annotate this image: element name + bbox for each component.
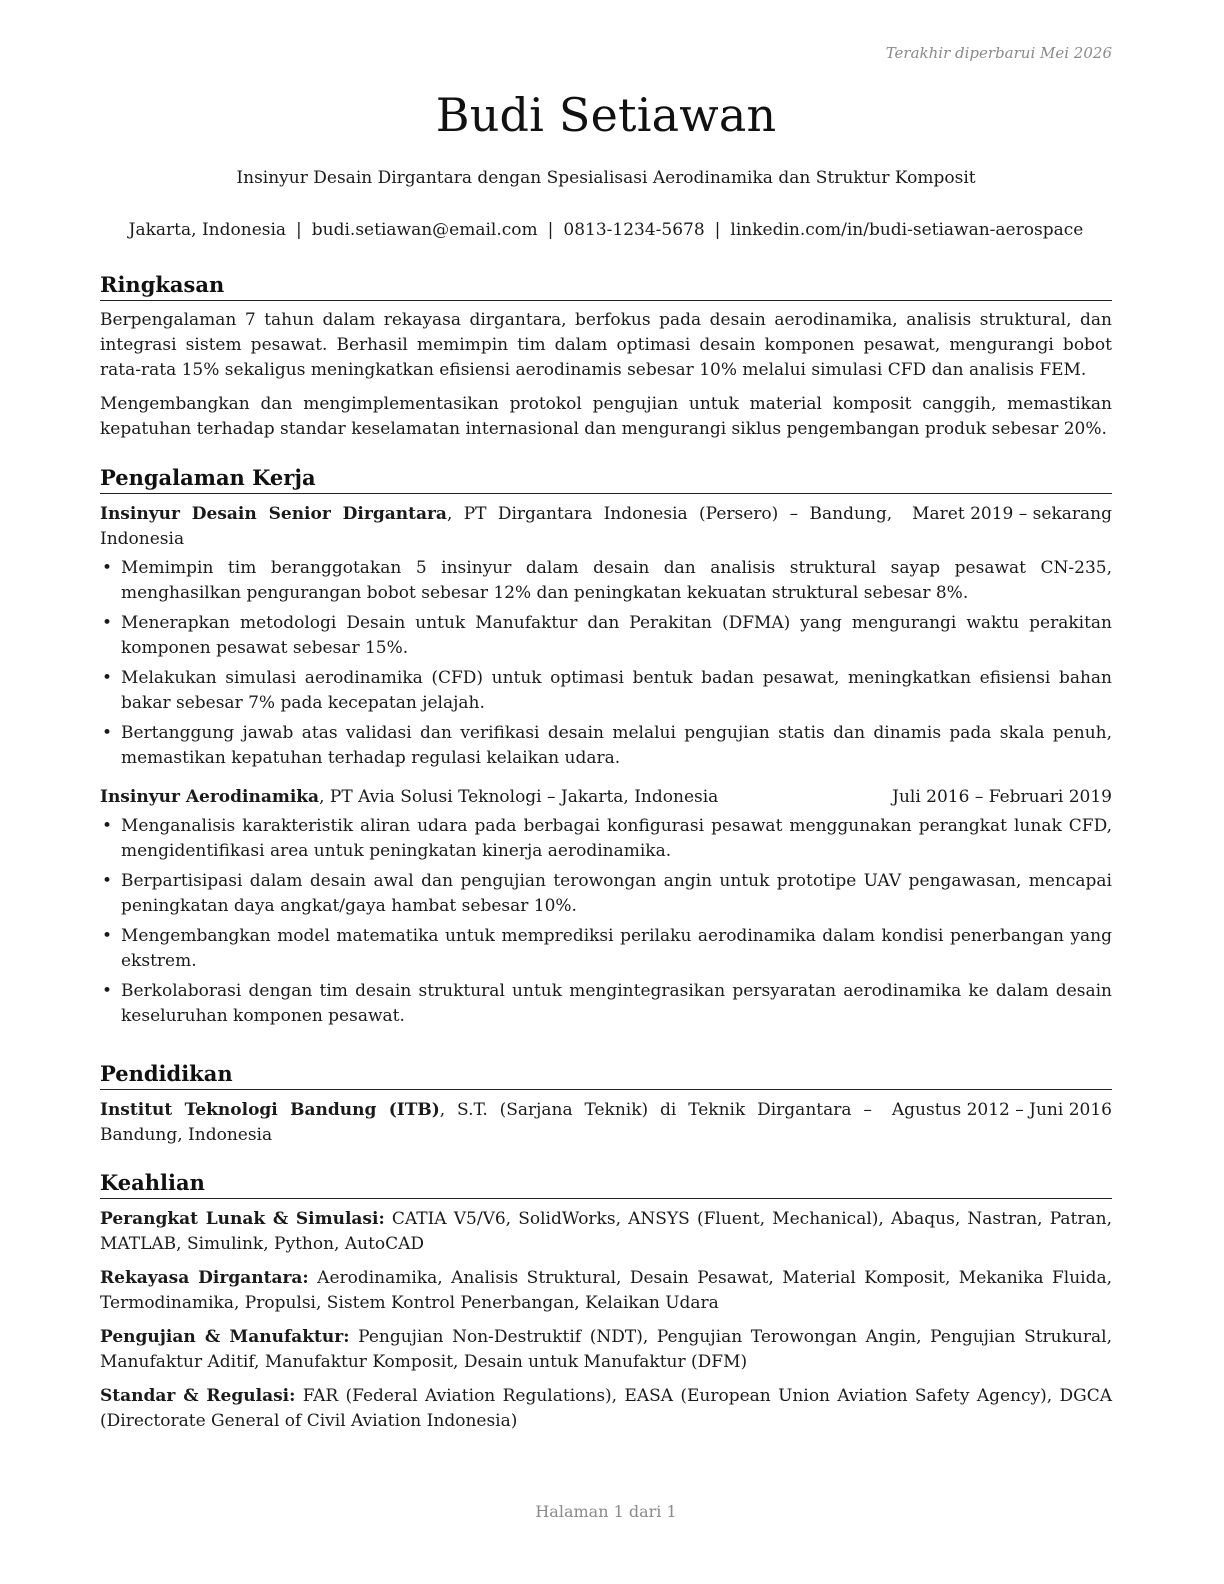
job-dates: Maret 2019 – sekarang [912,504,1112,524]
section-title-experience: Pengalaman Kerja [100,464,1112,494]
job-bullets [100,814,1112,1029]
page-number: Halaman 1 dari 1 [535,1502,677,1521]
list-item: • Berpartisipasi dalam desain awal dan pengujian terowongan angin untuk prototipe UAV pengawasan, mencapai peningkatan daya angkat/gaya hambat sebesar 10%. [102,871,1112,916]
education-dates: Agustus 2012 – Juni 2016 [891,1100,1112,1120]
skills-section [100,1169,1112,1434]
job-header [100,502,1112,552]
skill-label: Pengujian & Manufaktur: [100,1327,350,1347]
skill-label: Standar & Regulasi: [100,1386,296,1406]
job-org: , PT Dirgantara Indonesia (Persero) – Bandung, Indonesia [100,504,893,549]
contact-linkedin[interactable]: linkedin.com/in/budi-setiawan-aerospace [730,220,1084,240]
job-bullets [100,556,1112,771]
skill-row [100,1207,1112,1257]
job-role: Insinyur Desain Senior Dirgantara [100,504,447,524]
list-item: • Mengembangkan model matematika untuk memprediksi perilaku aerodinamika dalam kondisi penerbangan yang ekstrem. [102,926,1112,971]
candidate-name: Budi Setiawan [435,88,777,142]
contact-location: Jakarta, Indonesia [128,220,287,240]
skill-value: FAR (Federal Aviation Regulations), EASA (European Union Aviation Safety Agency), DGCA (Directorate General of Civil Aviation Indonesia) [100,1386,1112,1431]
experience-section [100,464,1112,1034]
contact-email[interactable]: budi.setiawan@email.com [311,220,538,240]
education-line [100,1098,892,1148]
job-header [100,785,1112,810]
list-item: • Menganalisis karakteristik aliran udara pada berbagai konfigurasi pesawat menggunakan perangkat lunak CFD, mengidentifikasi area untuk peningkatan kinerja aerodinamika. [102,816,1112,861]
list-item: • Menerapkan metodologi Desain untuk Manufaktur dan Perakitan (DFMA) yang mengurangi waktu perakitan komponen pesawat sebesar 15%. [102,613,1112,658]
skill-label: Rekayasa Dirgantara: [100,1268,309,1288]
job-dates: Juli 2016 – Februari 2019 [892,787,1112,807]
skill-row [100,1384,1112,1434]
section-title-education: Pendidikan [100,1060,1112,1090]
skill-value: Aerodinamika, Analisis Struktural, Desain Pesawat, Material Komposit, Mekanika Fluida, Termodinamika, Propulsi, Sistem Kontrol Penerbangan, Kelaikan Udara [100,1268,1113,1313]
summary-paragraph: Berpengalaman 7 tahun dalam rekayasa dirgantara, berfokus pada desain aerodinamika, analisis struktural, dan integrasi sistem pesawat. Berhasil memimpin tim dalam optimasi desain komponen pesawat, mengurangi bobot rata-rata 15% sekaligus meningkatkan efisiensi aerodinamis sebesar 10% melalui simulasi CFD dan analisis FEM. [100,310,1112,380]
list-item: • Berkolaborasi dengan tim desain struktural untuk mengintegrasikan persyaratan aerodinamika ke dalam desain keseluruhan komponen pesawat. [102,981,1112,1026]
education-school: Institut Teknologi Bandung (ITB) [100,1100,440,1120]
skill-row [100,1325,1112,1375]
education-section [100,1060,1112,1148]
summary-paragraph: Mengembangkan dan mengimplementasikan protokol pengujian untuk material komposit canggih, memastikan kepatuhan terhadap standar keselamatan internasional dan mengurangi siklus pengembangan produk sebesar 20%. [100,394,1112,439]
education-entry [100,1098,1112,1148]
contact-line [90,220,1122,240]
skill-row [100,1266,1112,1316]
last-updated-note: Terakhir diperbarui Mei 2026 [885,44,1112,62]
list-item: • Memimpin tim beranggotakan 5 insinyur dalam desain dan analisis struktural sayap pesawat CN-235, menghasilkan pengurangan bobot sebesar 12% dan peningkatan kekuatan struktural sebesar 8%. [102,558,1112,603]
list-item: • Bertanggung jawab atas validasi dan verifikasi desain melalui pengujian statis dan dinamis pada skala penuh, memastikan kepatuhan terhadap regulasi kelaikan udara. [102,723,1112,768]
contact-separator: | [714,220,721,240]
job-org: , PT Avia Solusi Teknologi – Jakarta, Indonesia [319,787,719,807]
contact-separator: | [547,220,554,240]
list-item: • Melakukan simulasi aerodinamika (CFD) untuk optimasi bentuk badan pesawat, meningkatkan efisiensi bahan bakar sebesar 7% pada kecepatan jelajah. [102,668,1112,713]
job-role: Insinyur Aerodinamika [100,787,320,807]
contact-separator: | [296,220,302,240]
summary-section [100,271,1112,442]
candidate-tagline: Insinyur Desain Dirgantara dengan Spesialisasi Aerodinamika dan Struktur Komposit [236,168,976,188]
job-title-line [100,502,912,552]
education-detail: , S.T. (Sarjana Teknik) di Teknik Dirgantara – Bandung, Indonesia [100,1100,872,1145]
skill-label: Perangkat Lunak & Simulasi: [100,1209,385,1229]
job-title-line [100,785,892,810]
skill-value: Pengujian Non-Destruktif (NDT), Pengujian Terowongan Angin, Pengujian Strukural, Manufaktur Aditif, Manufaktur Komposit, Desain untuk Manufaktur (DFM) [100,1327,1112,1372]
section-title-skills: Keahlian [100,1169,1112,1199]
section-title-summary: Ringkasan [100,271,1112,301]
contact-phone: 0813-1234-5678 [563,220,705,240]
skill-value: CATIA V5/V6, SolidWorks, ANSYS (Fluent, Mechanical), Abaqus, Nastran, Patran, MATLAB, Simulink, Python, AutoCAD [100,1209,1112,1254]
